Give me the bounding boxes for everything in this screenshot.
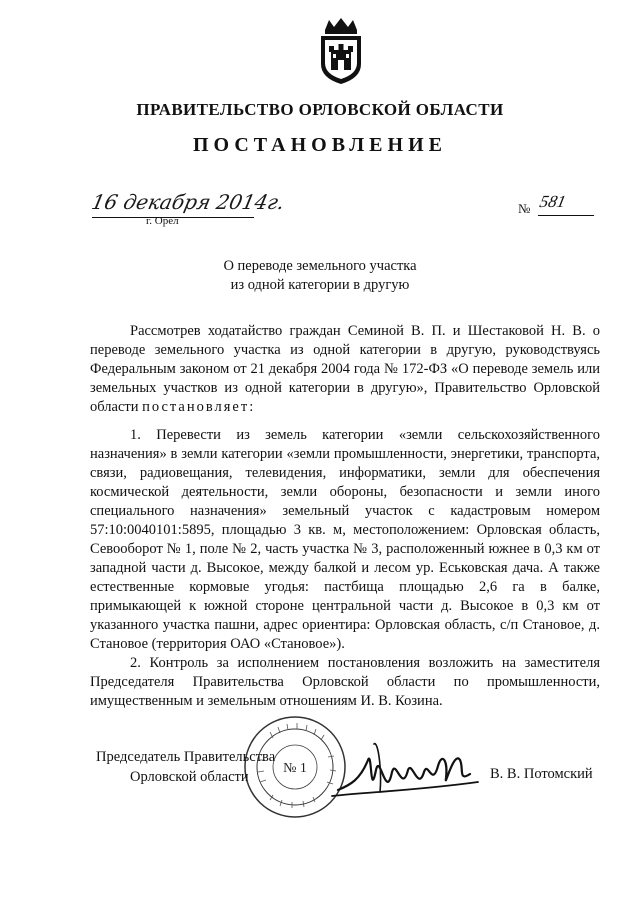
subject-line-1: О переводе земельного участка xyxy=(223,258,417,274)
place-of-issue: г. Орёл xyxy=(146,215,179,227)
item-1-paragraph: 1. Перевести из земель категории «земли сельскохозяйственного назначения» в земли категории «земли промышленности, энергетики, транспорта, связи, радиовещания, телевидения, информатики, земли для обеспечения космической деятельности, земли обороны, безопасности и земли иного специального назначения» земельный участок с кадастровым номером 57:10:0040101:5895, площадью 3 кв. м, местоположением: Орловская область, Севооборот № 1, поле № 2, часть участка № 3, расположенный южнее в 0,3 км от западной части д. Высокое, между балкой и лесом ур. Еськовская дача. А также естественные кормовые угодья: пастбища площадью 2,6 га в балке, примыкающей к южной стороне центральной части д. Высокое в 0,3 км от указанного участка пашни, адрес ориентира: Орловская область, с/п Становое, д. Становое (территория ОАО «Становое»). xyxy=(90,427,600,652)
signatory-title-line-2: Орловской области xyxy=(130,769,249,785)
signatory-title xyxy=(96,747,275,787)
document-body xyxy=(90,322,600,720)
number-label: № xyxy=(518,201,531,216)
government-title: ПРАВИТЕЛЬСТВО ОРЛОВСКОЙ ОБЛАСТИ xyxy=(136,100,504,119)
subject xyxy=(0,257,640,295)
handwritten-signature-icon xyxy=(330,730,480,810)
orel-oblast-coat-of-arms-icon xyxy=(317,16,365,86)
subject-line-2: из одной категории в другую xyxy=(230,277,410,293)
stamp-number: № 1 xyxy=(283,761,307,776)
item-2-paragraph: 2. Контроль за исполнением постановления возложить на заместителя Председателя Правительства Орловской области по промышленности, имущественным и земельным отношениям И. В. Козина. xyxy=(90,655,600,709)
preamble-text: Рассмотрев ходатайство граждан Семиной В. П. и Шестаковой Н. В. о переводе земельного участка из одной категории в другую, руководствуясь Федеральным законом от 21 декабря 2004 года № 172-ФЗ «О переводе земель или земельных участков из одной категории в другую», Правительство Орловской области xyxy=(90,323,600,415)
handwritten-date: 16 декабря 2014г. xyxy=(89,190,287,214)
handwritten-number: 581 xyxy=(538,192,568,211)
signatory-title-line-1: Председатель Правительства xyxy=(96,749,276,765)
decree-word: постановляет: xyxy=(142,399,256,415)
signatory-name: В. В. Потомский xyxy=(490,766,593,782)
preamble-paragraph xyxy=(90,322,600,417)
document-type: ПОСТАНОВЛЕНИЕ xyxy=(193,134,447,156)
